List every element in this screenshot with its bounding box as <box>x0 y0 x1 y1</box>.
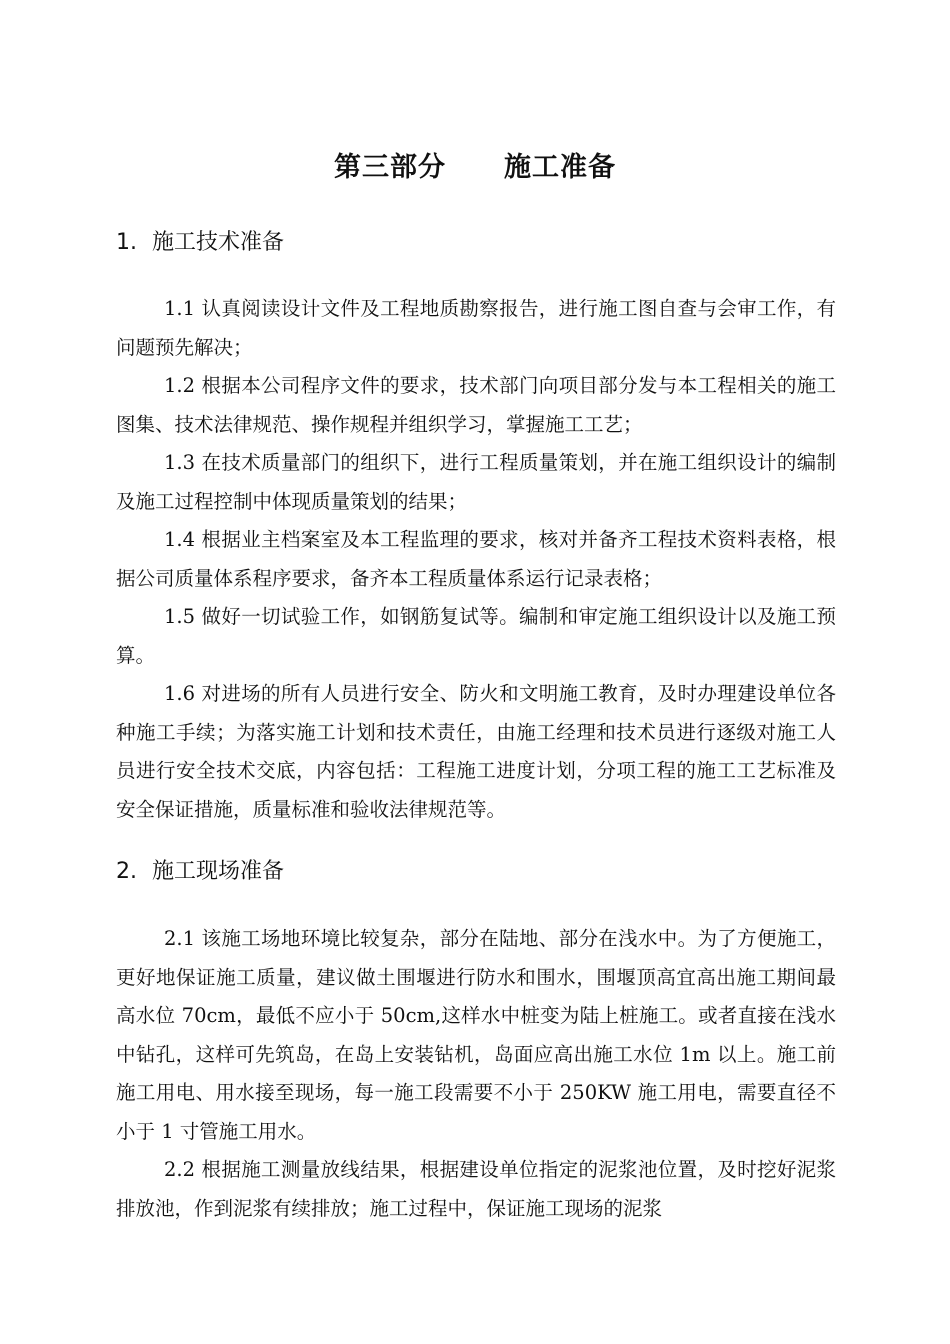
section-number: 2. <box>116 859 137 884</box>
paragraph-1-5: 1.5 做好一切试验工作，如钢筋复试等。编制和审定施工组织设计以及施工预算。 <box>116 605 836 667</box>
section-number: 1. <box>116 230 137 255</box>
paragraph-1-4: 1.4 根据业主档案室及本工程监理的要求，核对并备齐工程技术资料表格，根据公司质量体系程序要求，备齐本工程质量体系运行记录表格； <box>116 528 836 590</box>
section-title: 施工技术准备 <box>152 230 285 255</box>
paragraph-2-1: 2.1 该施工场地环境比较复杂，部分在陆地、部分在浅水中。为了方便施工，更好地保证施工质量，建议做土围堰进行防水和围水，围堰顶高宜高出施工期间最高水位 70cm，最低不应小于 50cm,这样水中桩变为陆上桩施工。或者直接在浅水中钻孔，这样可先筑岛，在岛上安装钻机，岛面应高出施工水位 1m 以上。施工前施工用电、用水接至现场，每一施工段需要不小于 250KW 施工用电，需要直径不小于 1 寸管施工用水。 <box>116 927 836 1143</box>
page-title <box>0 148 950 188</box>
paragraph-2-2: 2.2 根据施工测量放线结果，根据建设单位指定的泥浆池位置，及时挖好泥浆排放池，作到泥浆有续排放；施工过程中，保证施工现场的泥浆 <box>116 1158 836 1220</box>
title-part: 第三部分 <box>334 152 446 183</box>
paragraph-1-3: 1.3 在技术质量部门的组织下，进行工程质量策划，并在施工组织设计的编制及施工过程控制中体现质量策划的结果； <box>116 451 836 513</box>
section-title: 施工现场准备 <box>152 859 285 884</box>
section-heading-1 <box>116 228 284 258</box>
title-name: 施工准备 <box>504 152 616 183</box>
section-heading-2 <box>116 857 284 887</box>
paragraph-1-2: 1.2 根据本公司程序文件的要求，技术部门向项目部分发与本工程相关的施工图集、技术法律规范、操作规程并组织学习，掌握施工工艺； <box>116 374 836 436</box>
paragraph-1-6: 1.6 对进场的所有人员进行安全、防火和文明施工教育，及时办理建设单位各种施工手续；为落实施工计划和技术责任，由施工经理和技术员进行逐级对施工人员进行安全技术交底，内容包括：工程施工进度计划，分项工程的施工工艺标准及安全保证措施，质量标准和验收法律规范等。 <box>116 682 836 821</box>
paragraph-1-1: 1.1 认真阅读设计文件及工程地质勘察报告，进行施工图自查与会审工作，有问题预先解决； <box>116 297 836 359</box>
